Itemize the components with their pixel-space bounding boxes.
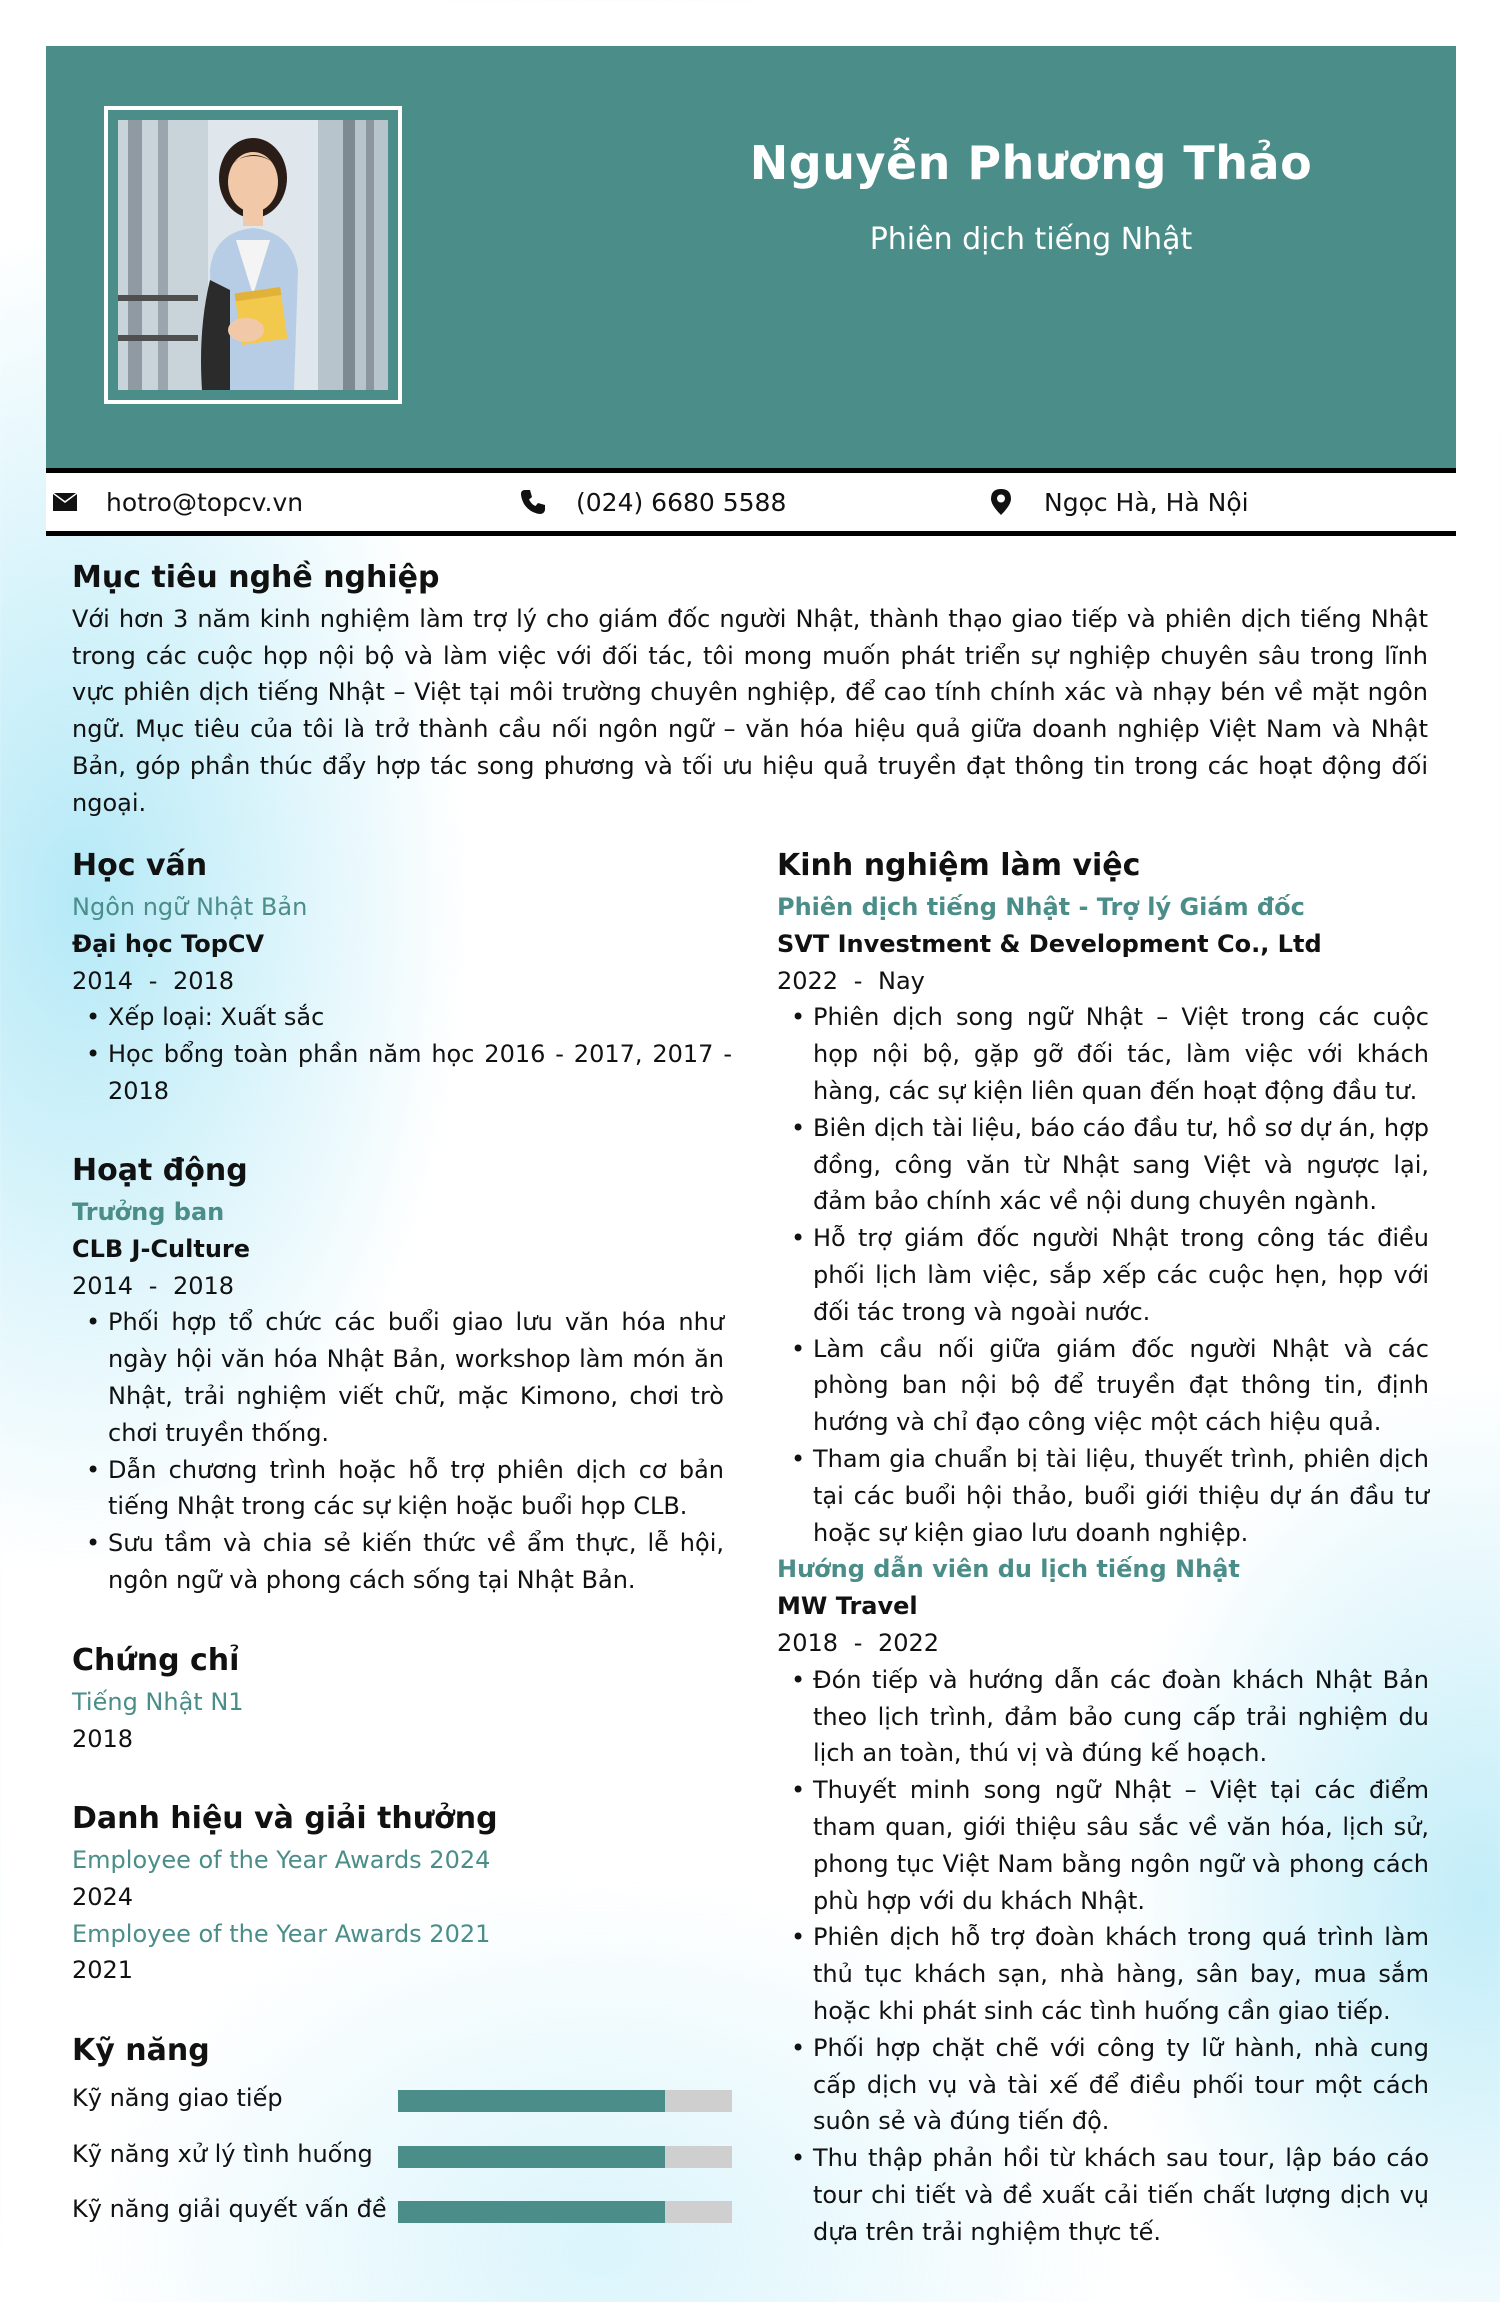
list-item: • Phiên dịch song ngữ Nhật – Việt trong các cuộc họp nội bộ, gặp gỡ đối tác, làm việc với khách hàng, các sự kiện liên quan đến hoạt động đầu tư. [813, 999, 1429, 1109]
certificates-section [72, 1684, 732, 1758]
experience-title: Kinh nghiệm làm việc [777, 848, 1141, 883]
candidate-name: Nguyễn Phương Thảo [749, 136, 1313, 190]
contact-address-text: Ngọc Hà, Hà Nội [1044, 487, 1249, 517]
skill-bar [398, 2146, 732, 2168]
education-school: Đại học TopCV [72, 929, 265, 958]
list-item: • Phối hợp tổ chức các buổi giao lưu văn hóa như ngày hội văn hóa Nhật Bản, workshop làm món ăn Nhật, trải nghiệm viết chữ, mặc Kimono, chơi trò chơi truyền thống. [108, 1304, 724, 1451]
candidate-job-title: Phiên dịch tiếng Nhật [869, 222, 1193, 257]
education-bullets [72, 999, 732, 1109]
award-year: 2021 [72, 1956, 134, 1985]
skill-bar [398, 2201, 732, 2223]
job-bullets [777, 999, 1429, 1551]
award-year: 2024 [72, 1882, 134, 1911]
job-entry [777, 889, 1429, 1551]
education-title: Học vấn [72, 848, 208, 883]
job-entry [777, 1551, 1429, 2250]
list-item: • Làm cầu nối giữa giám đốc người Nhật và các phòng ban nội bộ để truyền đạt thông tin, định hướng và chỉ đạo công việc một cách hiệu quả. [813, 1331, 1429, 1441]
objective-title: Mục tiêu nghề nghiệp [72, 560, 440, 595]
envelope-icon [52, 492, 78, 512]
contact-email [52, 473, 303, 531]
certificate-name: Tiếng Nhật N1 [72, 1688, 244, 1716]
job-years: 2022 - Nay [777, 966, 925, 995]
job-company: MW Travel [777, 1592, 918, 1621]
list-item: • Hỗ trợ giám đốc người Nhật trong công tác điều phối lịch làm việc, sắp xếp các cuộc hẹn, họp với đối tác trong và ngoài nước. [813, 1220, 1429, 1330]
activities-bullets [72, 1304, 724, 1598]
job-position: Hướng dẫn viên du lịch tiếng Nhật [777, 1555, 1240, 1584]
education-years: 2014 - 2018 [72, 966, 235, 995]
education-major: Ngôn ngữ Nhật Bản [72, 893, 308, 921]
list-item: • Biên dịch tài liệu, báo cáo đầu tư, hồ sơ dự án, hợp đồng, công văn từ Nhật sang Việt và ngược lại, đảm bảo chính xác về nội dung chuyên ngành. [813, 1110, 1429, 1220]
list-item: • Đón tiếp và hướng dẫn các đoàn khách Nhật Bản theo lịch trình, đảm bảo cung cấp trải nghiệm du lịch an toàn, thú vị và đúng kế hoạch. [813, 1662, 1429, 1772]
list-item: • Sưu tầm và chia sẻ kiến thức về ẩm thực, lễ hội, ngôn ngữ và phong cách sống tại Nhật Bản. [108, 1525, 724, 1599]
awards-section [72, 1842, 732, 1989]
certificate-year: 2018 [72, 1724, 134, 1753]
list-item: • Phiên dịch hỗ trợ đoàn khách trong quá trình làm thủ tục khách sạn, nhà hàng, sân bay, mua sắm hoặc khi phát sinh các tình huống cần giao tiếp. [813, 1919, 1429, 2029]
certificates-title: Chứng chỉ [72, 1643, 240, 1678]
activities-title: Hoạt động [72, 1153, 248, 1188]
contact-address [990, 473, 1249, 531]
phone-icon [520, 489, 546, 515]
award-name: Employee of the Year Awards 2024 [72, 1846, 491, 1874]
list-item: • Học bổng toàn phần năm học 2016 - 2017, 2017 - 2018 [108, 1036, 732, 1110]
profile-photo [118, 120, 388, 390]
skill-bar-fill [398, 2146, 665, 2168]
education-section [72, 889, 732, 1110]
contact-phone-text: (024) 6680 5588 [576, 487, 787, 517]
job-years: 2018 - 2022 [777, 1628, 940, 1657]
list-item: • Thuyết minh song ngữ Nhật – Việt tại các điểm tham quan, giới thiệu sâu sắc về văn hóa, lịch sử, phong tục Việt Nam bằng ngôn ngữ và phong cách phù hợp với du khách Nhật. [813, 1772, 1429, 1919]
activities-years: 2014 - 2018 [72, 1271, 235, 1300]
contact-bar [46, 468, 1456, 536]
activities-org: CLB J-Culture [72, 1234, 251, 1263]
list-item: • Xếp loại: Xuất sắc [108, 999, 732, 1036]
contact-email-text: hotro@topcv.vn [106, 487, 304, 517]
skill-bar [398, 2090, 732, 2112]
award-name: Employee of the Year Awards 2021 [72, 1919, 491, 1948]
skill-label: Kỹ năng giải quyết vấn đề [72, 2195, 387, 2223]
list-item: • Dẫn chương trình hoặc hỗ trợ phiên dịch cơ bản tiếng Nhật trong các sự kiện hoặc buổi họp CLB. [108, 1452, 724, 1526]
skill-bar-fill [398, 2090, 665, 2112]
experience-section [777, 889, 1429, 2250]
map-pin-icon [990, 488, 1012, 516]
skill-label: Kỹ năng xử lý tình huống [72, 2140, 373, 2168]
contact-phone [520, 473, 786, 531]
list-item: • Phối hợp chặt chẽ với công ty lữ hành, nhà cung cấp dịch vụ và tài xế để điều phối tour một cách suôn sẻ và đúng tiến độ. [813, 2030, 1429, 2140]
cv-header [46, 46, 1456, 468]
job-position: Phiên dịch tiếng Nhật - Trợ lý Giám đốc [777, 893, 1305, 921]
activities-role: Trưởng ban [72, 1198, 225, 1226]
awards-title: Danh hiệu và giải thưởng [72, 1801, 498, 1836]
job-bullets [777, 1662, 1429, 2251]
skills-title: Kỹ năng [72, 2033, 210, 2068]
profile-photo-frame [104, 106, 402, 404]
skill-bar-fill [398, 2201, 665, 2223]
activities-section [72, 1194, 724, 1599]
objective-text: Với hơn 3 năm kinh nghiệm làm trợ lý cho giám đốc người Nhật, thành thạo giao tiếp và phiên dịch tiếng Nhật trong các cuộc họp nội bộ và làm việc với đối tác, tôi mong muốn phát triển sự nghiệp chuyên sâu trong lĩnh vực phiên dịch tiếng Nhật – Việt tại môi trường chuyên nghiệp, để cao tính chính xác và nhạy bén về mặt ngôn ngữ. Mục tiêu của tôi là trở thành cầu nối ngôn ngữ – văn hóa hiệu quả giữa doanh nghiệp Việt Nam và Nhật Bản, góp phần thúc đẩy hợp tác song phương và tối ưu hiệu quả truyền đạt thông tin trong các hoạt động đối ngoại. [72, 605, 1428, 817]
list-item: • Thu thập phản hồi từ khách sau tour, lập báo cáo tour chi tiết và đề xuất cải tiến chất lượng dịch vụ dựa trên trải nghiệm thực tế. [813, 2140, 1429, 2250]
skill-label: Kỹ năng giao tiếp [72, 2084, 283, 2112]
job-company: SVT Investment & Development Co., Ltd [777, 929, 1322, 958]
list-item: • Tham gia chuẩn bị tài liệu, thuyết trình, phiên dịch tại các buổi hội thảo, buổi giới thiệu dự án đầu tư hoặc sự kiện giao lưu doanh nghiệp. [813, 1441, 1429, 1551]
